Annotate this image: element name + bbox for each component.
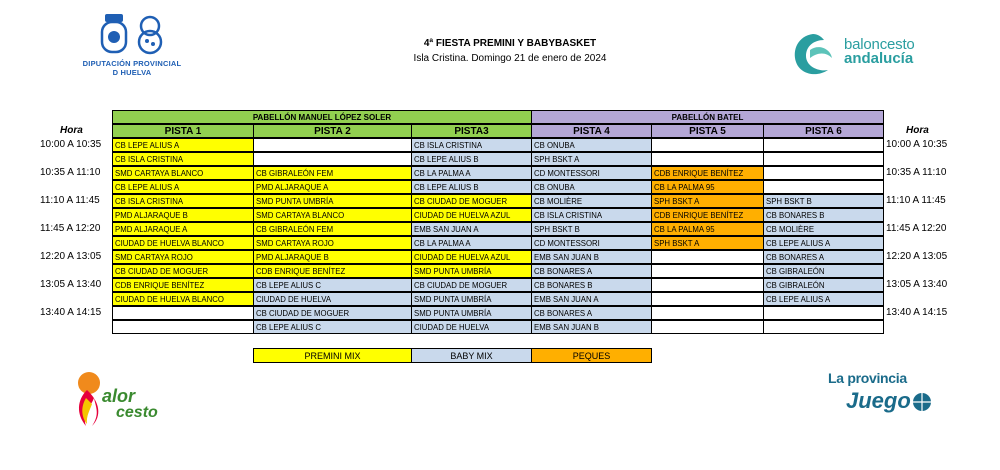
match-team-a: CB CIUDAD DE MOGUER bbox=[411, 278, 532, 292]
match-team-a: CB ONUBA bbox=[531, 138, 652, 152]
match-team-a bbox=[763, 138, 884, 152]
brand-line1: baloncesto bbox=[844, 36, 915, 53]
match-team-b: CB CIUDAD DE MOGUER bbox=[112, 264, 254, 278]
match-team-b: CB LA PALMA A bbox=[411, 236, 532, 250]
match-team-b: CIUDAD DE HUELVA BLANCO bbox=[112, 236, 254, 250]
hora-label-right: 13:05 A 13:40 bbox=[886, 279, 948, 290]
match-team-a bbox=[651, 250, 764, 264]
match-team-a: CD MONTESSORI bbox=[531, 166, 652, 180]
diputacion-logo bbox=[62, 12, 202, 77]
match-team-b: CIUDAD DE HUELVA bbox=[411, 320, 532, 334]
match-team-b: PMD ALJARAQUE A bbox=[253, 180, 412, 194]
hora-label-left: 11:10 A 11:45 bbox=[40, 195, 100, 206]
ball-icon bbox=[912, 392, 932, 412]
hora-label-right: 11:45 A 12:20 bbox=[886, 223, 947, 234]
match-team-b: CB LA PALMA 95 bbox=[651, 180, 764, 194]
match-team-a bbox=[651, 278, 764, 292]
match-team-b: CB LEPE ALIUS A bbox=[763, 236, 884, 250]
match-team-b: CIUDAD DE HUELVA BLANCO bbox=[112, 292, 254, 306]
event-subtitle: Isla Cristina. Domingo 21 de enero de 2024 bbox=[413, 53, 607, 64]
legend-item: PREMINI MIX bbox=[253, 348, 412, 363]
match-team-a: SPH BSKT A bbox=[651, 194, 764, 208]
match-team-a: CB LA PALMA A bbox=[411, 166, 532, 180]
hora-label-right: 11:10 A 11:45 bbox=[886, 195, 946, 206]
match-team-a: EMB SAN JUAN B bbox=[531, 250, 652, 264]
match-team-b: CB LEPE ALIUS A bbox=[763, 292, 884, 306]
valor-cesto-logo bbox=[70, 370, 180, 430]
match-team-b: CB LEPE ALIUS B bbox=[411, 180, 532, 194]
match-team-b: CB GIBRALEÓN bbox=[763, 264, 884, 278]
match-team-a bbox=[651, 138, 764, 152]
hora-label-left: 13:40 A 14:15 bbox=[40, 307, 102, 318]
match-team-a: CB BONARES A bbox=[531, 306, 652, 320]
match-team-a bbox=[253, 138, 412, 152]
match-team-a: CB LEPE ALIUS C bbox=[253, 278, 412, 292]
match-team-a: CB GIBRALEÓN bbox=[763, 278, 884, 292]
prov-line1: La provincia bbox=[828, 370, 907, 386]
hora-header-right: Hora bbox=[906, 125, 929, 136]
match-team-b: CD MONTESSORI bbox=[531, 236, 652, 250]
match-team-b bbox=[763, 152, 884, 166]
match-team-a: CB CIUDAD DE MOGUER bbox=[411, 194, 532, 208]
match-team-a: CB ISLA CRISTINA bbox=[112, 194, 254, 208]
match-team-b: EMB SAN JUAN B bbox=[531, 320, 652, 334]
match-team-b: CB ISLA CRISTINA bbox=[531, 208, 652, 222]
match-team-b: CB LEPE ALIUS A bbox=[112, 180, 254, 194]
match-team-b bbox=[651, 292, 764, 306]
hora-label-left: 12:20 A 13:05 bbox=[40, 251, 102, 262]
match-team-b: CB ISLA CRISTINA bbox=[112, 152, 254, 166]
match-team-b bbox=[651, 152, 764, 166]
pista-header-1: PISTA 1 bbox=[112, 124, 254, 138]
match-team-b: SMD PUNTA UMBRÍA bbox=[411, 264, 532, 278]
match-team-b: SMD PUNTA UMBRÍA bbox=[411, 292, 532, 306]
match-team-b: CB LEPE ALIUS B bbox=[411, 152, 532, 166]
match-team-a: SMD CARTAYA ROJO bbox=[112, 250, 254, 264]
match-team-b bbox=[253, 152, 412, 166]
match-team-b: CIUDAD DE HUELVA bbox=[253, 292, 412, 306]
match-team-a: CB MOLIÈRE bbox=[531, 194, 652, 208]
match-team-a bbox=[763, 166, 884, 180]
brand-line2: andalucía bbox=[844, 50, 914, 67]
prov-line2: Juego bbox=[846, 388, 911, 413]
match-team-a: CB LA PALMA 95 bbox=[651, 222, 764, 236]
match-team-a: SMD PUNTA UMBRÍA bbox=[411, 306, 532, 320]
cesto-word: cesto bbox=[116, 404, 158, 421]
hora-label-right: 12:20 A 13:05 bbox=[886, 251, 948, 262]
match-team-b bbox=[763, 180, 884, 194]
match-team-a bbox=[763, 306, 884, 320]
match-team-b bbox=[651, 264, 764, 278]
match-team-a: PMD ALJARAQUE B bbox=[253, 250, 412, 264]
match-team-b: EMB SAN JUAN A bbox=[531, 292, 652, 306]
match-team-b: CB LEPE ALIUS C bbox=[253, 320, 412, 334]
match-team-a: CIUDAD DE HUELVA AZUL bbox=[411, 250, 532, 264]
match-team-a: SMD CARTAYA BLANCO bbox=[112, 166, 254, 180]
hora-label-left: 11:45 A 12:20 bbox=[40, 223, 101, 234]
crest-icon bbox=[99, 12, 129, 56]
match-team-a: CB BONARES B bbox=[531, 278, 652, 292]
seal-icon bbox=[135, 12, 165, 56]
la-provincia-juego-logo bbox=[828, 370, 938, 425]
venue-header-batel: PABELLÓN BATEL bbox=[531, 110, 884, 124]
match-team-a bbox=[651, 306, 764, 320]
match-team-a: CB MOLIÈRE bbox=[763, 222, 884, 236]
match-team-b: CDB ENRIQUE BENÍTEZ bbox=[651, 208, 764, 222]
match-team-a: SPH BSKT B bbox=[531, 222, 652, 236]
match-team-b: CDB ENRIQUE BENÍTEZ bbox=[253, 264, 412, 278]
event-title: 4ª FIESTA PREMINI Y BABYBASKET bbox=[423, 38, 597, 49]
match-team-b: SMD CARTAYA BLANCO bbox=[253, 208, 412, 222]
pista-header-6: PISTA 6 bbox=[763, 124, 884, 138]
legend-item: PEQUES bbox=[531, 348, 652, 363]
match-team-b: CIUDAD DE HUELVA AZUL bbox=[411, 208, 532, 222]
match-team-a: EMB SAN JUAN A bbox=[411, 222, 532, 236]
match-team-b: CB ONUBA bbox=[531, 180, 652, 194]
match-team-a: CDB ENRIQUE BENÍTEZ bbox=[112, 278, 254, 292]
match-team-a: CB BONARES A bbox=[763, 250, 884, 264]
pista-header-2: PISTA 2 bbox=[253, 124, 412, 138]
match-team-a bbox=[112, 306, 254, 320]
match-team-a: PMD ALJARAQUE A bbox=[112, 222, 254, 236]
venue-header-manuel-lopez-soler: PABELLÓN MANUEL LÓPEZ SOLER bbox=[112, 110, 532, 124]
match-team-a: CB GIBRALEÓN FEM bbox=[253, 166, 412, 180]
match-team-b: PMD ALJARAQUE B bbox=[112, 208, 254, 222]
hora-label-left: 10:00 A 10:35 bbox=[40, 139, 102, 150]
match-team-a: SPH BSKT B bbox=[763, 194, 884, 208]
hora-label-right: 10:00 A 10:35 bbox=[886, 139, 948, 150]
match-team-b: SPH BSKT A bbox=[531, 152, 652, 166]
hora-header-left: Hora bbox=[60, 125, 83, 136]
hora-label-left: 10:35 A 11:10 bbox=[40, 167, 101, 178]
pista-header-4: PISTA 4 bbox=[531, 124, 652, 138]
match-team-a: CB LEPE ALIUS A bbox=[112, 138, 254, 152]
valor-word: alor bbox=[102, 386, 136, 406]
match-team-b: CB BONARES A bbox=[531, 264, 652, 278]
page-title bbox=[380, 36, 640, 66]
match-team-b: SPH BSKT A bbox=[651, 236, 764, 250]
baloncesto-andalucia-logo bbox=[788, 30, 938, 80]
match-team-b bbox=[651, 320, 764, 334]
match-team-a: CDB ENRIQUE BENÍTEZ bbox=[651, 166, 764, 180]
hora-label-right: 13:40 A 14:15 bbox=[886, 307, 948, 318]
match-team-b bbox=[112, 320, 254, 334]
pista-header-3: PISTA3 bbox=[411, 124, 532, 138]
hora-label-right: 10:35 A 11:10 bbox=[886, 167, 947, 178]
flame-icon bbox=[72, 388, 102, 428]
hora-label-left: 13:05 A 13:40 bbox=[40, 279, 102, 290]
match-team-a: CB CIUDAD DE MOGUER bbox=[253, 306, 412, 320]
match-team-a: CB GIBRALEÓN FEM bbox=[253, 222, 412, 236]
org-name: DIPUTACIÓN PROVINCIAL D HUELVA bbox=[82, 59, 182, 77]
match-team-b: SMD CARTAYA ROJO bbox=[253, 236, 412, 250]
match-team-b: CB BONARES B bbox=[763, 208, 884, 222]
legend-item: BABY MIX bbox=[411, 348, 532, 363]
match-team-a: SMD PUNTA UMBRÍA bbox=[253, 194, 412, 208]
match-team-a: CB ISLA CRISTINA bbox=[411, 138, 532, 152]
pista-header-5: PISTA 5 bbox=[651, 124, 764, 138]
match-team-b bbox=[763, 320, 884, 334]
swoosh-icon bbox=[788, 30, 838, 80]
